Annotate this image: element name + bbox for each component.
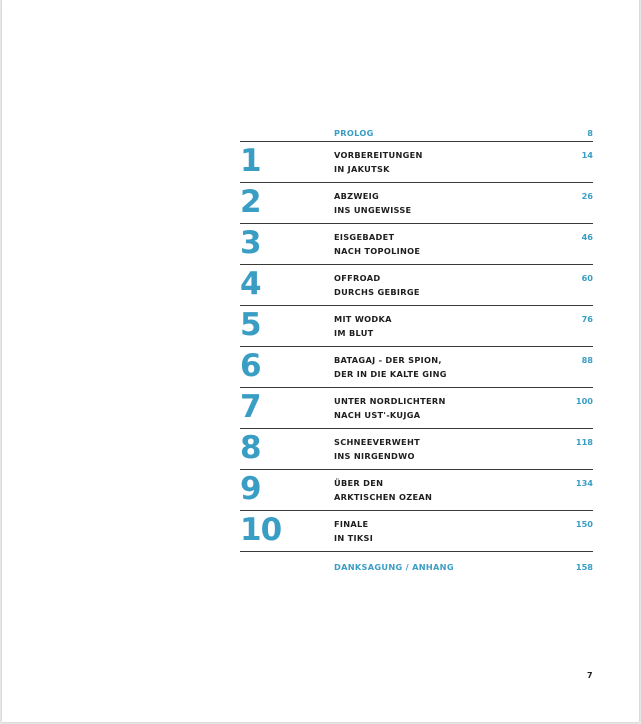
chapter-page: 134: [575, 478, 593, 488]
chapter-title: UNTER NORDLICHTERN NACH UST'-KUJGA: [334, 396, 446, 420]
chapter-page: 88: [581, 355, 593, 365]
toc-chapter-row[interactable]: [240, 429, 593, 470]
toc-chapter-row[interactable]: [240, 183, 593, 224]
chapter-number: 9: [240, 471, 261, 507]
chapter-title: MIT WODKA IM BLUT: [334, 314, 392, 338]
chapter-title: EISGEBADET NACH TOPOLINOE: [334, 232, 421, 256]
chapter-title: OFFROAD DURCHS GEBIRGE: [334, 273, 420, 297]
chapter-number: 2: [240, 184, 261, 220]
prolog-title: PROLOG: [334, 128, 374, 138]
chapter-page: 14: [581, 150, 593, 160]
chapter-page: 26: [581, 191, 593, 201]
appendix-title: DANKSAGUNG / ANHANG: [334, 562, 454, 572]
chapter-title: SCHNEEVERWEHT INS NIRGENDWO: [334, 437, 420, 461]
chapter-page: 118: [575, 437, 593, 447]
prolog-page: 8: [587, 128, 593, 138]
table-of-contents: [240, 121, 593, 580]
chapter-number: 10: [240, 512, 282, 548]
toc-chapter-row[interactable]: [240, 224, 593, 265]
chapter-title: BATAGAJ - DER SPION, DER IN DIE KALTE GING: [334, 355, 447, 379]
chapter-number: 1: [240, 143, 261, 179]
toc-appendix-row[interactable]: [240, 552, 593, 580]
chapter-page: 46: [581, 232, 593, 242]
chapter-title: FINALE IN TIKSI: [334, 519, 374, 543]
chapter-page: 76: [581, 314, 593, 324]
toc-prolog-row[interactable]: [240, 121, 593, 142]
chapter-number: 8: [240, 430, 261, 466]
toc-chapter-row[interactable]: [240, 306, 593, 347]
appendix-page: 158: [575, 562, 593, 572]
chapter-number: 6: [240, 348, 261, 384]
book-page: [2, 0, 639, 722]
toc-chapter-row[interactable]: [240, 347, 593, 388]
page-number: 7: [587, 671, 593, 680]
chapter-number: 5: [240, 307, 261, 343]
chapter-title: VORBEREITUNGEN IN JAKUTSK: [334, 150, 423, 174]
chapter-page: 60: [581, 273, 593, 283]
chapter-number: 4: [240, 266, 261, 302]
chapter-number: 7: [240, 389, 261, 425]
toc-chapter-row[interactable]: [240, 511, 593, 552]
chapter-number: 3: [240, 225, 261, 261]
chapter-page: 150: [575, 519, 593, 529]
toc-chapter-row[interactable]: [240, 142, 593, 183]
toc-chapter-row[interactable]: [240, 265, 593, 306]
chapter-title: ÜBER DEN ARKTISCHEN OZEAN: [334, 478, 433, 502]
toc-chapter-row[interactable]: [240, 470, 593, 511]
toc-chapter-row[interactable]: [240, 388, 593, 429]
chapter-title: ABZWEIG INS UNGEWISSE: [334, 191, 412, 215]
chapter-page: 100: [575, 396, 593, 406]
